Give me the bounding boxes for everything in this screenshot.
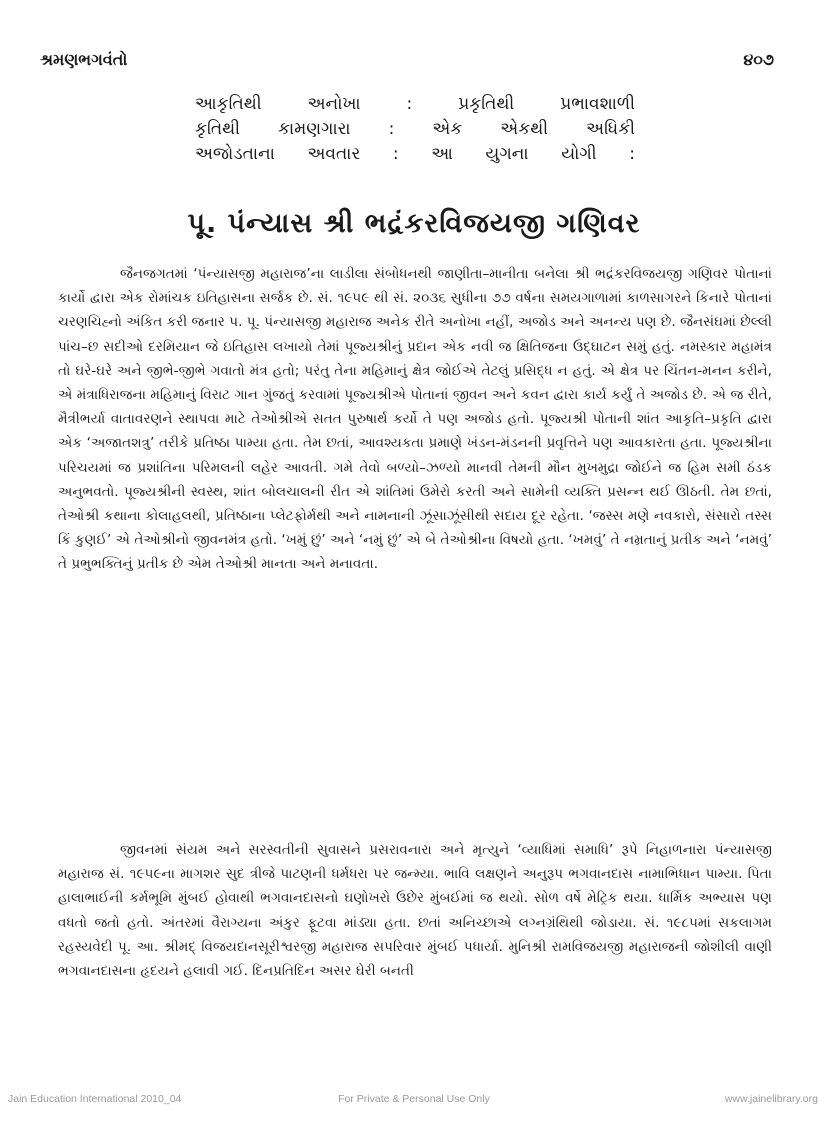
body-paragraph-1 bbox=[58, 262, 772, 577]
subtitle-line: અજોડતાના અવતાર : આ યુગના યોગી : bbox=[195, 144, 635, 164]
footer-publisher: Jain Education International 2010_04 bbox=[8, 1093, 182, 1105]
subtitle-line: આકૃતિથી અનોખા : પ્રકૃતિથી પ્રભાવશાળી bbox=[195, 94, 635, 114]
footer bbox=[0, 1093, 828, 1113]
paragraph-text: જીવનમાં સંયમ અને સરસ્વતીની સુવાસને પ્રસરાવનારા અને મૃત્યુને ‘વ્યાધિમાં સમાધિ’ રૂપે નિહાળનારા પંન્યાસજી મહારાજ સં. ૧૯૫૯ના માગશર સુદ ત્રીજે પાટણની ધર્મધરા પર જન્મ્યા. ભાવિ લક્ષણને અનુરૂપ ભગવાનદાસ નામાભિધાન પામ્યા. પિતા હાલાભાઈની કર્મભૂમિ મુંબઈ હોવાથી ભગવાનદાસનો ઘણોખરો ઉછેર મુંબઈમાં જ થયો. સોળ વર્ષે મેટ્રિક થયા. ધાર્મિક અભ્યાસ પણ વધતો જતો હતો. અંતરમાં વૈરાગ્યના અંકુર ફૂટવા માંડ્યા હતા. છતાં અનિચ્છાએ લગ્નગ્રંથિથી જોડાયા. સં. ૧૯૮૫માં સકલાગમ રહસ્યવેદી પૂ. આ. શ્રીમદ્ વિજયદાનસૂરીશ્વરજી મહારાજ સપરિવાર મુંબઈ પધાર્યા. મુનિશ્રી રામવિજયજી મહારાજની જોશીલી વાણી ભગવાનદાસના હૃદયને હલાવી ગઈ. દિનપ્રતિદિન અસર ઘેરી બનતી bbox=[58, 842, 772, 980]
subtitle-line: કૃતિથી કામણગારા : એક એકથી અધિકી bbox=[195, 119, 635, 139]
page-number: ૪૦૭ bbox=[743, 50, 774, 69]
page-title: પૂ. પંન્યાસ શ્રી ભદ્રંકરવિજયજી ગણિવર bbox=[187, 208, 641, 239]
running-head: શ્રમણભગવંતો bbox=[40, 50, 128, 69]
footer-website-link[interactable]: www.jainelibrary.org bbox=[724, 1093, 818, 1105]
paragraph-text: જૈનજગતમાં ‘પંન્યાસજી મહારાજ’ના લાડીલા સંબોધનથી જાણીતા–માનીતા બનેલા શ્રી ભદ્રંકરવિજયજી ગણિવર પોતાનાં કાર્યો દ્વારા એક રોમાંચક ઇતિહાસના સર્જક છે. સં. ૧૯૫૯ થી સં. ૨૦૩૬ સુધીના ૭૭ વર્ષના સમયગાળામાં કાળસાગરને કિનારે પોતાનાં ચરણચિહ્નો અંકિત કરી જનાર પ. પૂ. પંન્યાસજી મહારાજ અનેક રીતે અનોખા નહીં, અજોડ અને અનન્ય પણ છે. જૈનસંઘમાં છેલ્લી પાંચ–છ સદીઓ દરમિયાન જે ઇતિહાસ લખાયો તેમાં પૂજ્યશ્રીનું પ્રદાન એક નવી જ ક્ષિતિજના ઉદ્‌ઘાટન સમું હતું. નમસ્કાર મહામંત્ર તો ઘરે-ઘરે અને જીભે-જીભે ગવાતો મંત્ર હતો; પરંતુ તેના મહિમાનું ક્ષેત્ર જોઈએ તેટલું પ્રસિદ્ધ ન હતું. એ ક્ષેત્ર પર ચિંતન-મનન કરીને, એ મંત્રાધિરાજના મહિમાનું વિરાટ ગાન ગુંજતું કરવામાં પૂજ્યશ્રીએ પોતાનાં જીવન અને કવન દ્વારા કાર્ય કર્યું તે અજોડ છે. એ જ રીતે, મૈત્રીભર્યા વાતાવરણને સ્થાપવા માટે તેઓશ્રીએ સતત પુરુષાર્થ કર્યો તે પણ અજોડ હતો. પૂજ્યશ્રી પોતાની શાંત આકૃતિ–પ્રકૃતિ દ્વારા એક ‘અજાતશત્રુ’ તરીકે પ્રતિષ્ઠા પામ્યા હતા. તેમ છતાં, આવશ્યકતા પ્રમાણે ખંડન-મંડનની પ્રવૃત્તિને પણ આવકારતા હતા. પૂજ્યશ્રીના પરિચયમાં જ પ્રશાંતિના પરિમલની લહેર આવતી. ગમે તેવો બળ્યો–ઝળ્યો માનવી તેમની મૌન મુખમુદ્રા જોઈને જ હિમ સમી ઠંડક અનુભવતો. પૂજ્યશ્રીની સ્વસ્થ, શાંત બોલચાલની રીત એ શાંતિમાં ઉમેરો કરતી અને સામેની વ્યક્તિ પ્રસન્ન થઈ ઊઠતી. તેમ છતાં, તેઓશ્રી કથાના કોલાહલથી, પ્રતિષ્ઠાના પ્લેટફોર્મથી અને નામનાની ઝૂંસાઝૂંસીથી સદાય દૂર રહેતા. ‘જસ્સ મણે નવકારો, સંસારો તસ્સ કિં કુણઈ’ એ તેઓશ્રીનો જીવનમંત્ર હતો. ‘ખમું છું’ અને ‘નમું છું’ એ બે તેઓશ્રીના વિષયો હતા. ‘ખમવું’ તે નમ્રતાનું પ્રતીક અને ‘નમવું’ તે પ્રભુભક્તિનું પ્રતીક છે એમ તેઓશ્રી માનતા અને મનાવતા. bbox=[58, 266, 772, 573]
body-paragraph-2 bbox=[58, 838, 772, 983]
footer-usage-note: For Private & Personal Use Only bbox=[338, 1093, 490, 1105]
subtitle-block bbox=[195, 92, 635, 167]
